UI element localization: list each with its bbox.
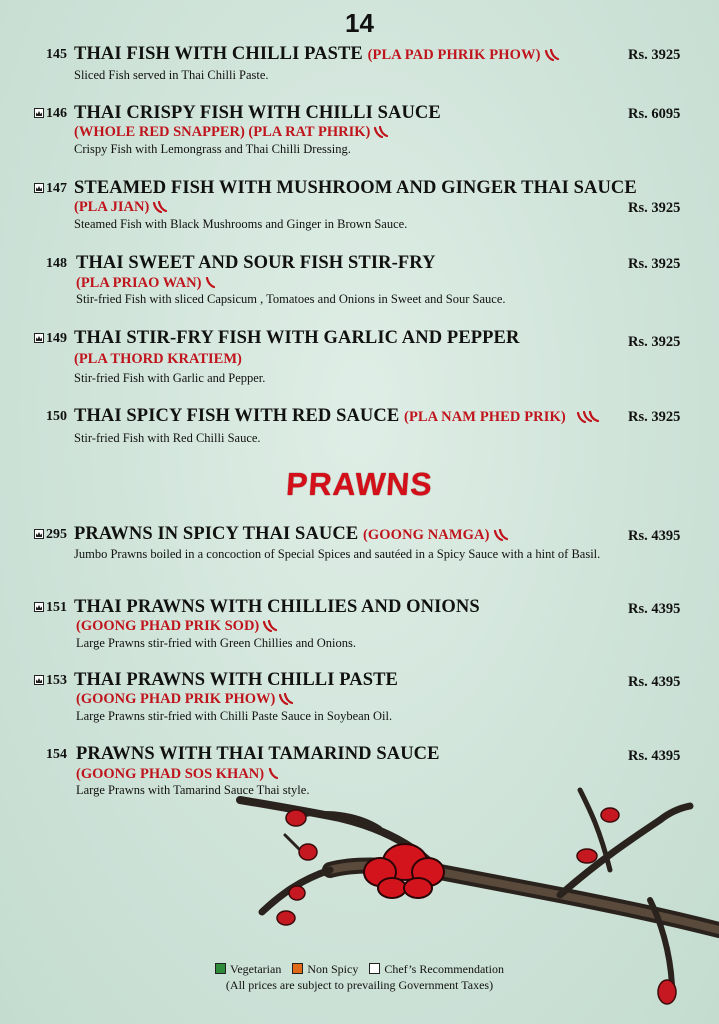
chef-recommendation-icon xyxy=(369,963,380,974)
item-price: Rs. 3925 xyxy=(628,47,681,63)
item-name: THAI SWEET AND SOUR FISH STIR-FRY xyxy=(76,253,436,273)
chef-recommendation-icon xyxy=(34,529,44,539)
item-number: 150 xyxy=(46,409,67,424)
thai-name: (PLA PAD PHRIK PHOW) xyxy=(367,47,541,63)
menu-item-148 xyxy=(0,253,719,306)
chili-icon xyxy=(262,620,280,632)
chili-icon xyxy=(493,529,511,541)
item-description: Large Prawns stir-fried with Chilli Paste Sauce in Soybean Oil. xyxy=(76,709,393,723)
chili-icon xyxy=(152,201,170,213)
item-number: 147 xyxy=(46,181,67,196)
legend-chef-label: Chef’s Recommendation xyxy=(384,962,504,976)
thai-name: (WHOLE RED SNAPPER) (PLA RAT PHRIK) xyxy=(74,124,371,140)
tax-note: (All prices are subject to prevailing Government Taxes) xyxy=(225,978,494,992)
thai-name: (PLA PRIAO WAN) xyxy=(76,275,202,291)
thai-name-line xyxy=(76,617,280,635)
legend-non-spicy xyxy=(292,962,358,977)
chili-icon xyxy=(204,277,222,289)
thai-name-line xyxy=(76,274,222,292)
chili-icon xyxy=(576,411,602,423)
chef-recommendation-icon xyxy=(34,183,44,193)
item-description: Steamed Fish with Black Mushrooms and Ginger in Brown Sauce. xyxy=(74,217,408,231)
thai-name: (GOONG PHAD PRIK PHOW) xyxy=(76,691,276,707)
item-price: Rs. 6095 xyxy=(628,106,681,122)
thai-name-line xyxy=(74,198,170,216)
item-description: Sliced Fish served in Thai Chilli Paste. xyxy=(74,68,269,82)
item-price: Rs. 4395 xyxy=(628,674,681,690)
legend-non-spicy-label: Non Spicy xyxy=(307,962,359,976)
non-spicy-icon xyxy=(292,963,303,974)
thai-name: (PLA NAM PHED PRIK) xyxy=(404,409,566,425)
item-description: Large Prawns stir-fried with Green Chillies and Onions. xyxy=(76,636,357,650)
item-price: Rs. 3925 xyxy=(628,256,681,272)
thai-name: (GOONG PHAD SOS KHAN) xyxy=(76,766,265,782)
item-number: 145 xyxy=(46,47,67,62)
item-price: Rs. 3925 xyxy=(628,409,681,425)
menu-item-150 xyxy=(0,406,719,445)
item-price: Rs. 3925 xyxy=(628,334,681,350)
page-number: 14 xyxy=(345,8,374,38)
item-number: 153 xyxy=(46,673,67,688)
item-description: Stir-fried Fish with sliced Capsicum , Tomatoes and Onions in Sweet and Sour Sauce. xyxy=(76,292,506,306)
menu-item-295 xyxy=(0,524,719,561)
menu-item-147 xyxy=(0,178,719,231)
menu-item-154 xyxy=(0,744,719,797)
item-number: 149 xyxy=(46,331,67,346)
thai-name-line xyxy=(76,690,296,708)
chili-icon xyxy=(278,693,296,705)
vegetarian-icon xyxy=(215,963,226,974)
item-name: PRAWNS WITH THAI TAMARIND SAUCE xyxy=(76,744,440,764)
legend-vegetarian xyxy=(215,962,281,977)
item-number: 154 xyxy=(46,747,67,762)
item-name: THAI STIR-FRY FISH WITH GARLIC AND PEPPER xyxy=(74,328,520,348)
chef-recommendation-icon xyxy=(34,108,44,118)
chili-icon xyxy=(373,126,391,138)
item-name xyxy=(74,524,511,545)
menu-item-146 xyxy=(0,103,719,156)
item-number: 148 xyxy=(46,256,67,271)
item-name-text: THAI SPICY FISH WITH RED SAUCE xyxy=(74,406,400,426)
chili-icon xyxy=(267,768,285,780)
thai-name: (PLA JIAN) xyxy=(74,199,150,215)
thai-name-line xyxy=(74,350,242,368)
item-description: Jumbo Prawns boiled in a concoction of Special Spices and sautéed in a Spicy Sauce with a hint of Basil. xyxy=(74,547,601,561)
chef-recommendation-icon xyxy=(34,675,44,685)
menu-item-151 xyxy=(0,597,719,650)
thai-name: (GOONG PHAD PRIK SOD) xyxy=(76,618,260,634)
section-title-prawns: PRAWNS xyxy=(285,466,435,502)
menu-item-145 xyxy=(0,44,719,82)
item-description: Stir-fried Fish with Garlic and Pepper. xyxy=(74,371,266,385)
legend-chef xyxy=(369,962,504,977)
item-name xyxy=(74,44,562,65)
item-name: THAI CRISPY FISH WITH CHILLI SAUCE xyxy=(74,103,441,123)
item-name: THAI PRAWNS WITH CHILLI PASTE xyxy=(74,670,398,690)
item-price: Rs. 3925 xyxy=(628,200,681,216)
item-name: STEAMED FISH WITH MUSHROOM AND GINGER THAI SAUCE xyxy=(74,178,637,198)
item-description: Crispy Fish with Lemongrass and Thai Chilli Dressing. xyxy=(74,142,351,156)
item-number: 295 xyxy=(46,527,67,542)
item-price: Rs. 4395 xyxy=(628,748,681,764)
chili-icon xyxy=(544,49,562,61)
menu-item-153 xyxy=(0,670,719,723)
thai-name: (GOONG NAMGA) xyxy=(363,527,490,543)
item-number: 151 xyxy=(46,600,67,615)
item-name xyxy=(74,406,602,427)
item-price: Rs. 4395 xyxy=(628,528,681,544)
item-description: Large Prawns with Tamarind Sauce Thai style. xyxy=(76,783,310,797)
thai-name-line xyxy=(74,123,391,141)
item-name-text: THAI FISH WITH CHILLI PASTE xyxy=(74,44,363,64)
thai-name-line xyxy=(76,765,285,783)
chef-recommendation-icon xyxy=(34,602,44,612)
chef-recommendation-icon xyxy=(34,333,44,343)
item-description: Stir-fried Fish with Red Chilli Sauce. xyxy=(74,431,261,445)
item-number: 146 xyxy=(46,106,67,121)
item-price: Rs. 4395 xyxy=(628,601,681,617)
legend xyxy=(0,962,719,977)
item-name-text: PRAWNS IN SPICY THAI SAUCE xyxy=(74,524,359,544)
thai-name: (PLA THORD KRATIEM) xyxy=(74,351,242,367)
menu-item-149 xyxy=(0,328,719,385)
item-name: THAI PRAWNS WITH CHILLIES AND ONIONS xyxy=(74,597,480,617)
legend-vegetarian-label: Vegetarian xyxy=(230,962,282,976)
